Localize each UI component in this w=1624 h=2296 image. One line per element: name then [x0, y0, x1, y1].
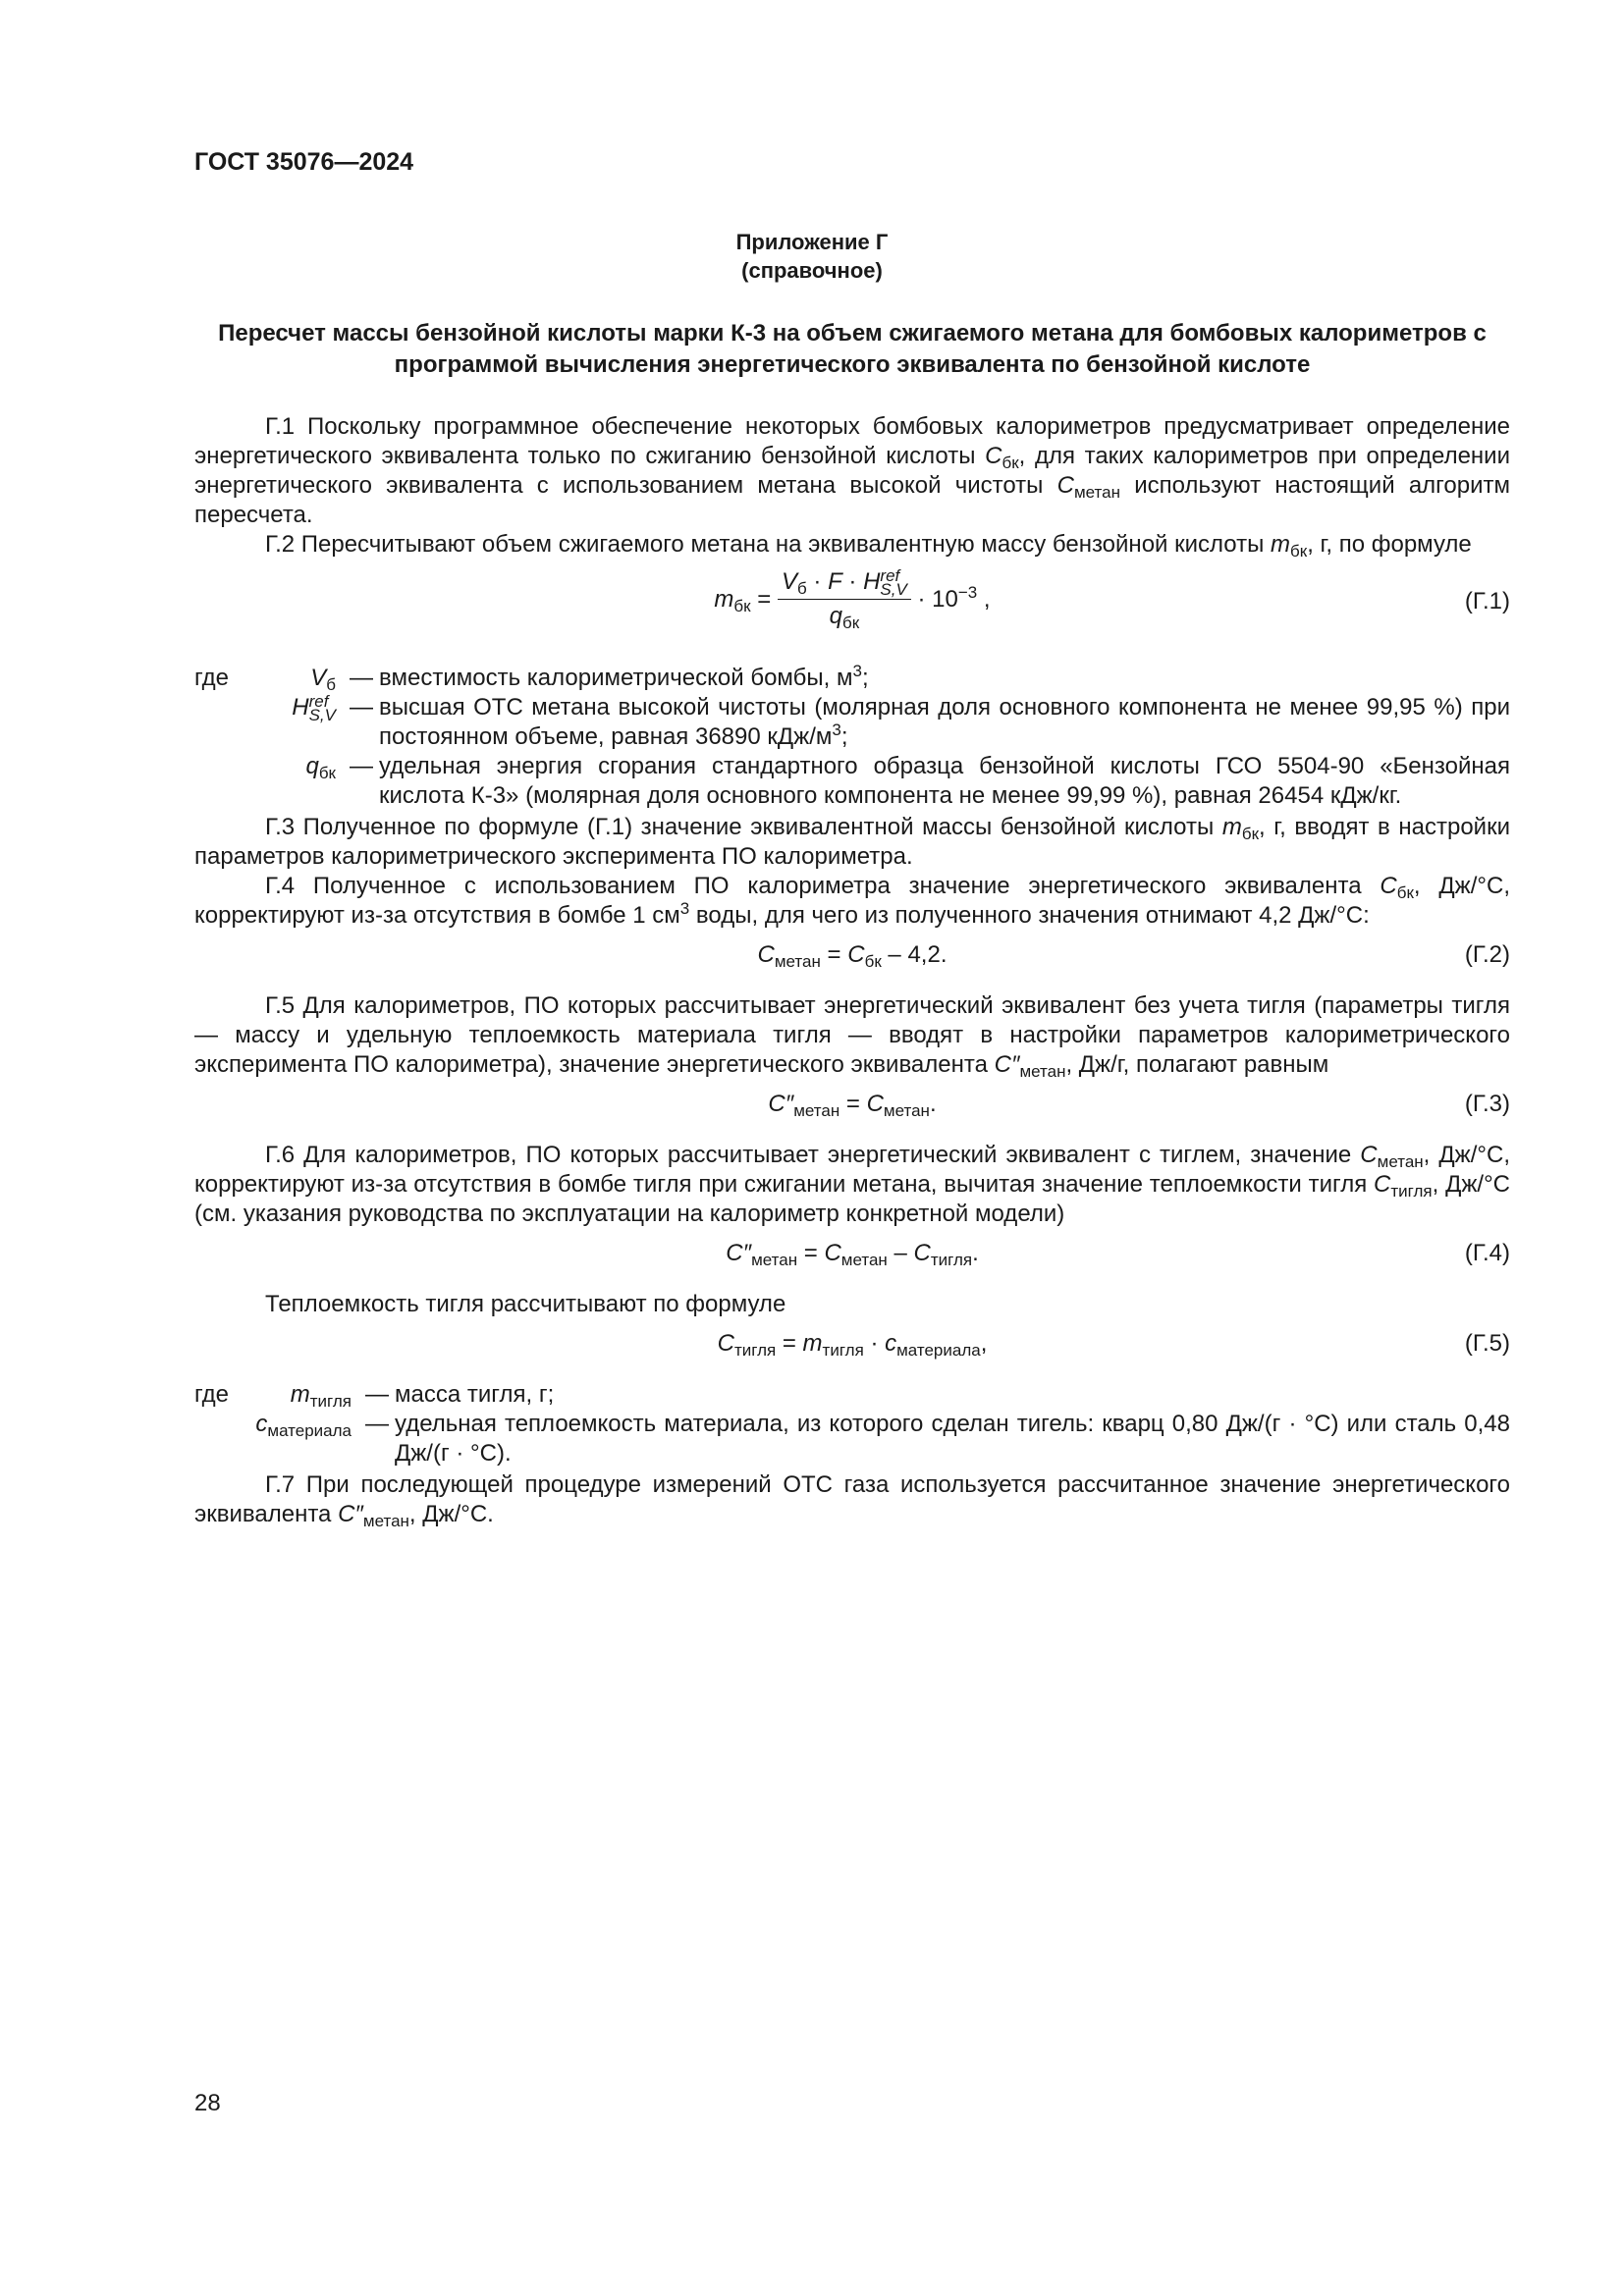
paragraph-g3: Г.3 Полученное по формуле (Г.1) значение эквивалентной массы бензойной кислоты $m_{бк}$, г, вводят в настройки параметров калориметрического эксперимента ПО калориметра.: [194, 814, 1510, 870]
page-number: 28: [194, 2090, 221, 2116]
formula-number: (Г.5): [1464, 1330, 1510, 1357]
formula-g1: $m_{бк}$ = $V_б \cdot F \cdot H$ ref S,V $q_{бк}$ · $10^{-3}$ , (Г.1): [714, 566, 1510, 632]
definitions-g5: [194, 1380, 1510, 1468]
annex-name: Приложение Г: [735, 230, 889, 254]
formula-number: (Г.3): [1464, 1091, 1510, 1117]
definition-row: где $m_{тигля}$ — масса тигля, г;: [194, 1381, 555, 1411]
definition-row: $c_{материала}$ — удельная теплоемкость материала, из которого сделан тигель: кварц 0,80 Дж/(г · °С) или сталь 0,48 Дж/(г · °С).: [255, 1411, 1510, 1467]
paragraph-g5: Г.5 Для калориметров, ПО которых рассчитывает энергетический эквивалент без учета тигля (параметры тигля — массу и удельную теплоемкость материала тигля — вводят в настройки параметров калориметрического эксперимента ПО калориметра), значение энергетического эквивалента $C''_{метан}$, Дж/г, полагают равным: [194, 992, 1510, 1081]
definition-row: где $V_б$ — вместимость калориметрической бомбы, $м^3$;: [194, 662, 869, 694]
formula-g3: $C''_{метан} = C_{метан}$. (Г.3): [768, 1091, 1510, 1120]
formula-g2: $C_{метан} = C_{бк} - 4,2$. (Г.2): [757, 941, 1510, 971]
paragraph-g1: Г.1 Поскольку программное обеспечение некоторых бомбовых калориметров предусматривает определение энергетического эквивалента только по сжиганию бензойной кислоты $C_{бк}$, для таких калориметров при определении энергетического эквивалента с использованием метана высокой чистоты $C_{метан}$ используют настоящий алгоритм пересчета.: [194, 413, 1510, 528]
formula-number: (Г.2): [1464, 941, 1510, 968]
paragraph-g4: Г.4 Полученное с использованием ПО калориметра значение энергетического эквивалента $C_{бк}$, Дж/°С, корректируют из-за отсутствия в бомбе 1 $см^3$ воды, для чего из полученного значения отнимают 4,2 Дж/°С:: [194, 873, 1510, 929]
definitions-g1: [194, 664, 1510, 811]
annex-body: [194, 412, 1510, 1529]
annex-kind: (справочное): [741, 258, 883, 283]
paragraph-g6: Г.6 Для калориметров, ПО которых рассчитывает энергетический эквивалент с тиглем, значение $C_{метан}$, Дж/°С, корректируют из-за отсутствия в бомбе тигля при сжигании метана, вычитая значение теплоемкости тигля $C_{тигля}$, Дж/°С (см. указания руководства по эксплуатации на калориметр конкретной модели): [194, 1142, 1510, 1227]
formula-number: (Г.1): [1464, 588, 1510, 614]
annex-heading: [0, 228, 1624, 285]
formula-g4: $C''_{метан} = C_{метан} - C_{тигля}$. (Г.4): [726, 1240, 1510, 1269]
formula-g5: $C_{тигля} = m_{тигля} \cdot c_{материала}$, (Г.5): [717, 1330, 1510, 1360]
definition-row: H ref S,V — высшая ОТС метана высокой чистоты (молярная доля основного компонента не менее 99,95 %) при постоянном объеме, равная 36890 кДж/$м^3$;: [292, 692, 1510, 750]
paragraph-crucible-heat-capacity: Теплоемкость тигля рассчитывают по формуле: [265, 1291, 786, 1317]
formula-number: (Г.4): [1464, 1240, 1510, 1266]
formula-fraction: $V_б \cdot F \cdot H$ ref S,V $q_{бк}$: [778, 567, 911, 631]
paragraph-g2: Г.2 Пересчитывают объем сжигаемого метана на эквивалентную массу бензойной кислоты $m_{бк}$, г, по формуле: [265, 531, 1472, 561]
document-code: ГОСТ 35076—2024: [194, 148, 414, 176]
paragraph-g7: Г.7 При последующей процедуре измерений ОТС газа используется рассчитанное значение энергетического эквивалента $C''_{метан}$, Дж/°С.: [194, 1471, 1510, 1530]
definition-row: $q_{бк}$ — удельная энергия сгорания стандартного образца бензойной кислоты ГСО 5504-90 «Бензойная кислота К-3» (молярная доля основного компонента не менее 99,99 %), равная 26454 кДж/кг.: [305, 753, 1510, 809]
annex-title: Пересчет массы бензойной кислоты марки К-3 на объем сжигаемого метана для бомбовых калориметров с программой вычисления энергетического эквивалента по бензойной кислоте: [218, 320, 1487, 378]
